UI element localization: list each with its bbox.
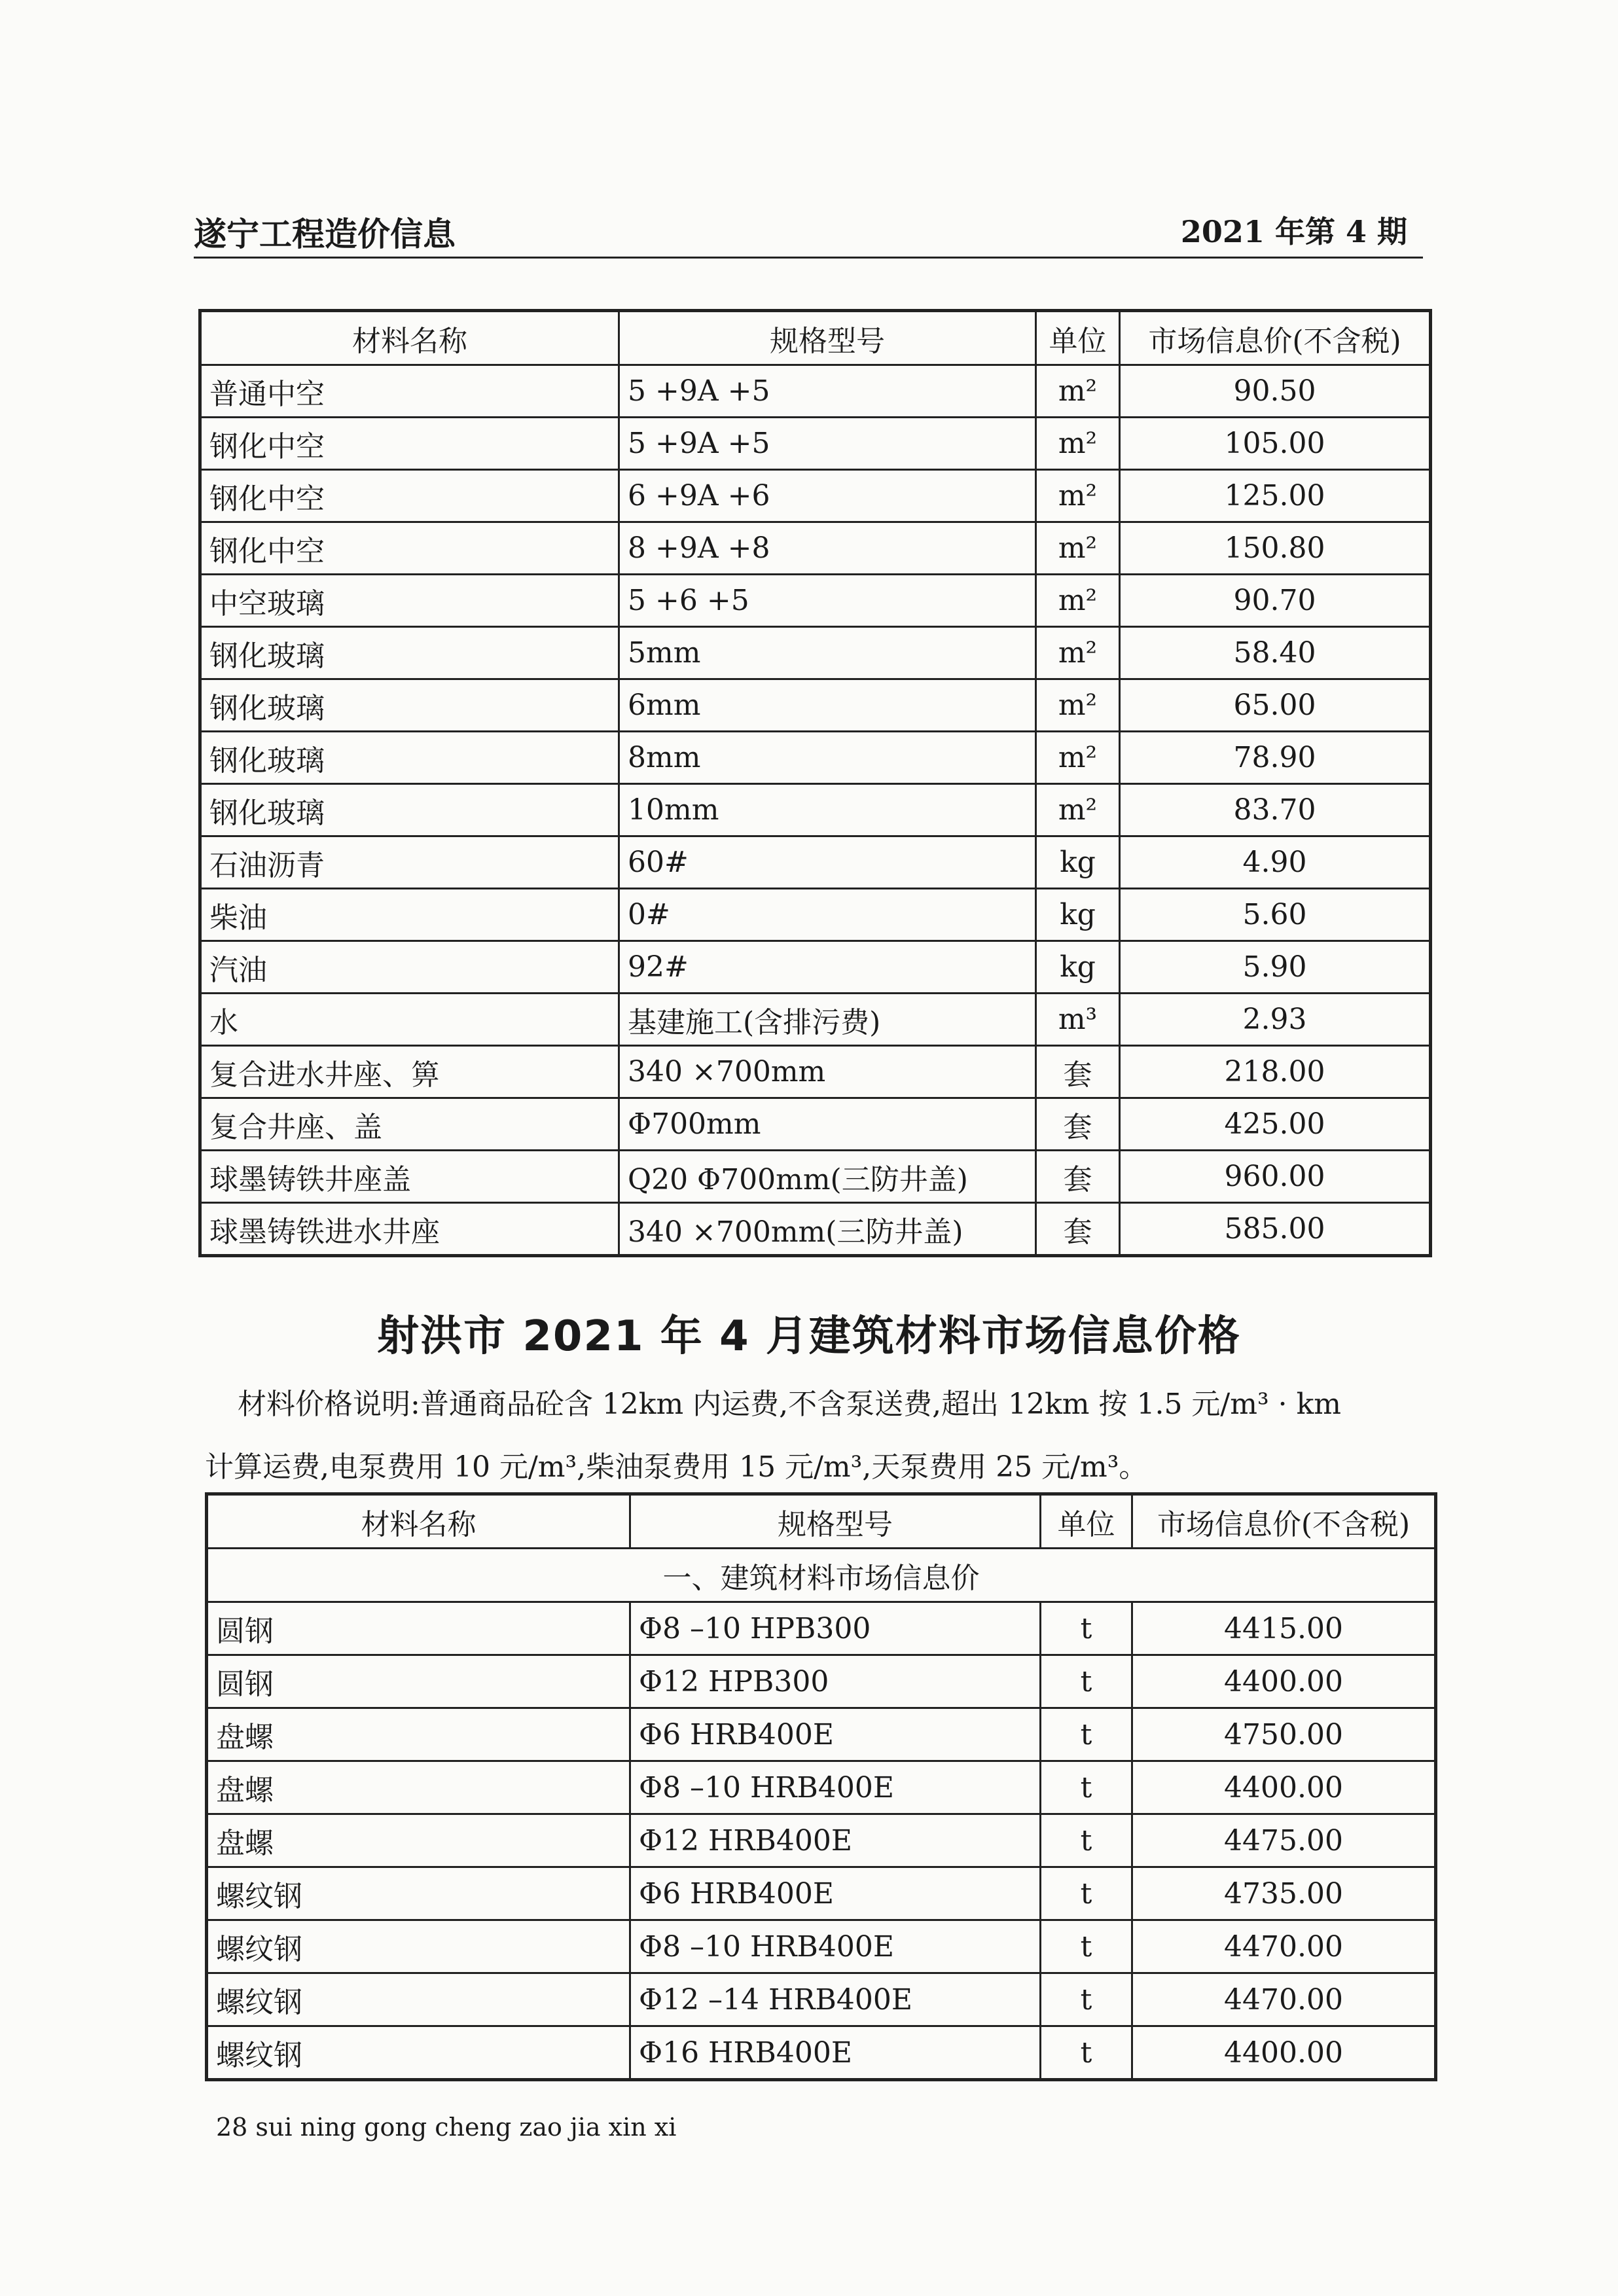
cell-name: 球墨铸铁进水井座 bbox=[200, 1203, 619, 1256]
cell-unit: t bbox=[1041, 1920, 1132, 1973]
price-note-line1: 材料价格说明:普通商品砼含 12km 内运费,不含泵送费,超出 12km 按 1.5 元/m³ · km bbox=[238, 1388, 1341, 1421]
cell-name: 螺纹钢 bbox=[207, 1973, 630, 2026]
table-row bbox=[207, 1814, 1436, 1867]
cell-unit: t bbox=[1041, 1814, 1132, 1867]
cell-name: 钢化中空 bbox=[200, 470, 619, 522]
cell-spec: 340 ×700mm bbox=[619, 1046, 1036, 1098]
cell-price: 4470.00 bbox=[1132, 1973, 1436, 2026]
cell-unit: t bbox=[1041, 1602, 1132, 1655]
cell-name: 钢化中空 bbox=[200, 522, 619, 575]
cell-price: 585.00 bbox=[1120, 1203, 1431, 1256]
cell-unit: t bbox=[1041, 1761, 1132, 1814]
cell-name: 中空玻璃 bbox=[200, 575, 619, 627]
cell-name: 盘螺 bbox=[207, 1814, 630, 1867]
cell-unit: m² bbox=[1036, 522, 1120, 575]
table-row bbox=[200, 365, 1431, 418]
col-header-unit: 单位 bbox=[1036, 311, 1120, 365]
cell-unit: t bbox=[1041, 1867, 1132, 1920]
cell-unit: t bbox=[1041, 1655, 1132, 1708]
cell-price: 90.50 bbox=[1120, 365, 1431, 418]
cell-price: 4415.00 bbox=[1132, 1602, 1436, 1655]
cell-price: 960.00 bbox=[1120, 1151, 1431, 1203]
cell-spec: 60# bbox=[619, 836, 1036, 889]
cell-name: 柴油 bbox=[200, 889, 619, 941]
cell-name: 螺纹钢 bbox=[207, 1867, 630, 1920]
cell-spec: 基建施工(含排污费) bbox=[619, 994, 1036, 1046]
table-row bbox=[207, 1920, 1436, 1973]
issue-label: 2021 年第 4 期 bbox=[1180, 214, 1407, 249]
cell-spec: 0# bbox=[619, 889, 1036, 941]
cell-name: 普通中空 bbox=[200, 365, 619, 418]
cell-price: 4.90 bbox=[1120, 836, 1431, 889]
cell-name: 钢化玻璃 bbox=[200, 627, 619, 679]
col-header-price: 市场信息价(不含税) bbox=[1120, 311, 1431, 365]
col-header-name: 材料名称 bbox=[207, 1494, 630, 1549]
table-row bbox=[200, 889, 1431, 941]
cell-name: 盘螺 bbox=[207, 1761, 630, 1814]
cell-spec: Φ6 HRB400E bbox=[630, 1708, 1041, 1761]
cell-spec: 6mm bbox=[619, 679, 1036, 732]
cell-name: 水 bbox=[200, 994, 619, 1046]
cell-unit: 套 bbox=[1036, 1203, 1120, 1256]
cell-spec: Φ12 –14 HRB400E bbox=[630, 1973, 1041, 2026]
cell-unit: m² bbox=[1036, 732, 1120, 784]
table-row bbox=[207, 1655, 1436, 1708]
cell-unit: 套 bbox=[1036, 1098, 1120, 1151]
cell-unit: m³ bbox=[1036, 994, 1120, 1046]
table-row bbox=[200, 470, 1431, 522]
cell-price: 218.00 bbox=[1120, 1046, 1431, 1098]
cell-spec: 340 ×700mm(三防井盖) bbox=[619, 1203, 1036, 1256]
cell-name: 钢化玻璃 bbox=[200, 732, 619, 784]
cell-name: 圆钢 bbox=[207, 1602, 630, 1655]
table-row bbox=[200, 679, 1431, 732]
price-note-line2: 计算运费,电泵费用 10 元/m³,柴油泵费用 15 元/m³,天泵费用 25 元/m³。 bbox=[205, 1450, 1148, 1484]
cell-unit: t bbox=[1041, 1973, 1132, 2026]
table-row bbox=[207, 2026, 1436, 2080]
header-divider bbox=[194, 257, 1423, 259]
table-row bbox=[200, 627, 1431, 679]
cell-name: 复合进水井座、箅 bbox=[200, 1046, 619, 1098]
table-row bbox=[200, 1046, 1431, 1098]
cell-spec: 10mm bbox=[619, 784, 1036, 836]
cell-name: 钢化中空 bbox=[200, 418, 619, 470]
col-header-unit: 单位 bbox=[1041, 1494, 1132, 1549]
cell-name: 螺纹钢 bbox=[207, 2026, 630, 2080]
table-row bbox=[200, 994, 1431, 1046]
table-row bbox=[200, 784, 1431, 836]
price-table-2 bbox=[205, 1492, 1437, 2081]
cell-spec: Φ8 –10 HRB400E bbox=[630, 1920, 1041, 1973]
cell-price: 65.00 bbox=[1120, 679, 1431, 732]
cell-price: 4750.00 bbox=[1132, 1708, 1436, 1761]
table-header-row bbox=[200, 311, 1431, 365]
cell-price: 90.70 bbox=[1120, 575, 1431, 627]
table-row bbox=[200, 575, 1431, 627]
col-header-spec: 规格型号 bbox=[630, 1494, 1041, 1549]
table-row bbox=[200, 1151, 1431, 1203]
table-section-row bbox=[207, 1549, 1436, 1602]
cell-spec: 5 +6 +5 bbox=[619, 575, 1036, 627]
cell-name: 钢化玻璃 bbox=[200, 784, 619, 836]
publication-title: 遂宁工程造价信息 bbox=[194, 215, 456, 253]
cell-price: 5.60 bbox=[1120, 889, 1431, 941]
cell-unit: m² bbox=[1036, 470, 1120, 522]
table-row bbox=[207, 1761, 1436, 1814]
cell-price: 83.70 bbox=[1120, 784, 1431, 836]
cell-spec: Φ6 HRB400E bbox=[630, 1867, 1041, 1920]
cell-price: 150.80 bbox=[1120, 522, 1431, 575]
cell-name: 螺纹钢 bbox=[207, 1920, 630, 1973]
cell-unit: kg bbox=[1036, 941, 1120, 994]
cell-unit: m² bbox=[1036, 365, 1120, 418]
cell-unit: m² bbox=[1036, 627, 1120, 679]
cell-price: 4400.00 bbox=[1132, 1761, 1436, 1814]
section-title: 射洪市 2021 年 4 月建筑材料市场信息价格 bbox=[377, 1312, 1241, 1361]
cell-unit: m² bbox=[1036, 418, 1120, 470]
cell-price: 4470.00 bbox=[1132, 1920, 1436, 1973]
cell-name: 钢化玻璃 bbox=[200, 679, 619, 732]
cell-unit: m² bbox=[1036, 784, 1120, 836]
cell-price: 4735.00 bbox=[1132, 1867, 1436, 1920]
table-row bbox=[207, 1973, 1436, 2026]
cell-price: 78.90 bbox=[1120, 732, 1431, 784]
cell-name: 石油沥青 bbox=[200, 836, 619, 889]
cell-price: 58.40 bbox=[1120, 627, 1431, 679]
cell-spec: 5 +9A +5 bbox=[619, 418, 1036, 470]
cell-price: 425.00 bbox=[1120, 1098, 1431, 1151]
cell-price: 4475.00 bbox=[1132, 1814, 1436, 1867]
cell-unit: t bbox=[1041, 2026, 1132, 2080]
cell-spec: 8mm bbox=[619, 732, 1036, 784]
col-header-name: 材料名称 bbox=[200, 311, 619, 365]
cell-price: 4400.00 bbox=[1132, 2026, 1436, 2080]
table-row bbox=[207, 1867, 1436, 1920]
cell-spec: Φ8 –10 HRB400E bbox=[630, 1761, 1041, 1814]
section-label: 一、建筑材料市场信息价 bbox=[207, 1549, 1436, 1602]
price-table-1 bbox=[198, 309, 1432, 1257]
cell-spec: Φ8 –10 HPB300 bbox=[630, 1602, 1041, 1655]
cell-name: 盘螺 bbox=[207, 1708, 630, 1761]
cell-spec: 8 +9A +8 bbox=[619, 522, 1036, 575]
table-row bbox=[207, 1602, 1436, 1655]
cell-unit: kg bbox=[1036, 836, 1120, 889]
cell-name: 复合井座、盖 bbox=[200, 1098, 619, 1151]
cell-name: 球墨铸铁井座盖 bbox=[200, 1151, 619, 1203]
table-row bbox=[207, 1708, 1436, 1761]
cell-unit: kg bbox=[1036, 889, 1120, 941]
table-row bbox=[200, 732, 1431, 784]
cell-unit: 套 bbox=[1036, 1046, 1120, 1098]
table-row bbox=[200, 418, 1431, 470]
cell-unit: m² bbox=[1036, 679, 1120, 732]
cell-price: 125.00 bbox=[1120, 470, 1431, 522]
table-row bbox=[200, 836, 1431, 889]
table-row bbox=[200, 1203, 1431, 1256]
cell-spec: 92# bbox=[619, 941, 1036, 994]
page-footer: 28 sui ning gong cheng zao jia xin xi bbox=[216, 2113, 677, 2142]
table-row bbox=[200, 522, 1431, 575]
table-row bbox=[200, 941, 1431, 994]
cell-unit: m² bbox=[1036, 575, 1120, 627]
col-header-spec: 规格型号 bbox=[619, 311, 1036, 365]
cell-price: 5.90 bbox=[1120, 941, 1431, 994]
table-header-row bbox=[207, 1494, 1436, 1549]
cell-price: 105.00 bbox=[1120, 418, 1431, 470]
cell-spec: Φ12 HPB300 bbox=[630, 1655, 1041, 1708]
cell-price: 4400.00 bbox=[1132, 1655, 1436, 1708]
cell-unit: 套 bbox=[1036, 1151, 1120, 1203]
col-header-price: 市场信息价(不含税) bbox=[1132, 1494, 1436, 1549]
table-row bbox=[200, 1098, 1431, 1151]
cell-price: 2.93 bbox=[1120, 994, 1431, 1046]
cell-unit: t bbox=[1041, 1708, 1132, 1761]
cell-name: 圆钢 bbox=[207, 1655, 630, 1708]
cell-name: 汽油 bbox=[200, 941, 619, 994]
cell-spec: 5 +9A +5 bbox=[619, 365, 1036, 418]
cell-spec: Φ700mm bbox=[619, 1098, 1036, 1151]
cell-spec: 5mm bbox=[619, 627, 1036, 679]
cell-spec: Φ12 HRB400E bbox=[630, 1814, 1041, 1867]
cell-spec: 6 +9A +6 bbox=[619, 470, 1036, 522]
cell-spec: Φ16 HRB400E bbox=[630, 2026, 1041, 2080]
cell-spec: Q20 Φ700mm(三防井盖) bbox=[619, 1151, 1036, 1203]
